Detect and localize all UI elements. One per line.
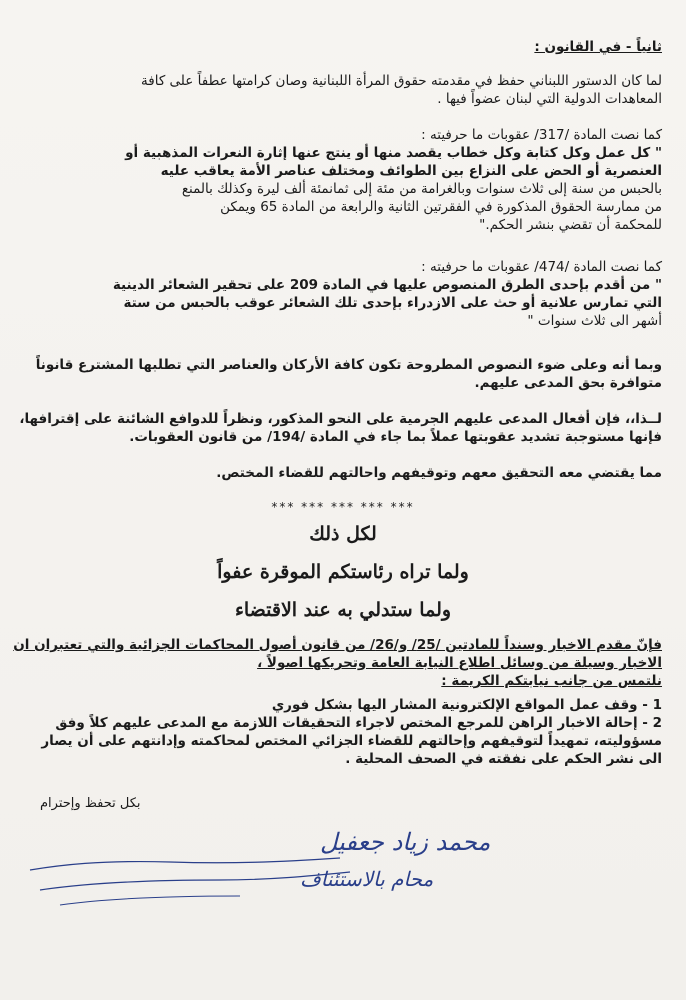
request-intro-line-1: فإنّ مقدم الاخبار وسنداً للمادتين /25/ و/26/ من قانون أصول المحاكمات الجزائية والتي تعتبران ان — [13, 637, 662, 653]
handwritten-signature — [20, 810, 491, 920]
article-317-line-2: العنصرية أو الحض على النزاع بين الطوائف ومختلف عناصر الأمة يعاقب عليه — [160, 163, 662, 179]
paragraph-elements-line-1: وبما أنه وعلى ضوء النصوص المطروحة تكون كافة الأركان والعناصر التي تطلبها المشترع قانوناً — [35, 357, 662, 373]
request-item-1: 1 - وقف عمل المواقع الإلكترونية المشار اليها بشكل فوري — [271, 697, 662, 713]
request-item-2-line-3: الى نشر الحكم على نفقته في الصحف المحلية . — [345, 751, 662, 767]
request-intro-line-3: نلتمس من جانب نيابتكم الكريمة : — [441, 673, 662, 689]
closing-line-3: ولما ستدلي به عند الاقتضاء — [234, 599, 452, 621]
paragraph-investigation: مما يقتضي معه التحقيق معهم وتوقيفهم واحالتهم للقضاء المختص. — [216, 465, 662, 481]
signature-name: محمد زياد جعفيل — [320, 828, 491, 856]
paragraph-aggravation-line-2: فإنها مستوجبة تشديد عقوبتها عملاً بما جاء في المادة /194/ من قانون العقوبات. — [129, 429, 662, 445]
separator-stars: *** *** *** *** *** — [271, 500, 415, 514]
article-317-intro: كما نصت المادة /317/ عقوبات ما حرفيته : — [421, 127, 662, 143]
article-474-line-3: أشهر الى ثلاث سنوات " — [527, 313, 662, 329]
section-heading: ثانياً - في القانون : — [534, 39, 662, 55]
article-474-line-2: التي تمارس علانية أو حث على الازدراء بإحدى تلك الشعائر عوقب بالحبس من ستة — [123, 295, 662, 311]
article-317-line-5: للمحكمة أن تقضي بنشر الحكم." — [479, 217, 662, 233]
request-item-2-line-2: مسؤوليته، تمهيداً لتوقيفهم وإحالتهم للقضاء الجزائي المختص لمحاكمته وإدانتهم على أن يصار — [41, 733, 662, 749]
article-474-line-1: " من أقدم بإحدى الطرق المنصوص عليها في المادة 209 على تحقير الشعائر الدينية — [112, 277, 662, 293]
closing-line-2: ولما تراه رئاستكم الموقرة عفواً — [217, 561, 469, 583]
paragraph-elements-line-2: متوافرة بحق المدعى عليهم. — [474, 375, 662, 391]
request-item-2-line-1: 2 - إحالة الاخبار الراهن للمرجع المختص لاجراء التحقيقات اللازمة مع المدعى عليهم كلاً وفق — [55, 715, 662, 731]
paragraph-aggravation-line-1: لــذا،، فإن أفعال المدعى عليهم الجرمية على النحو المذكور، ونظراً للدوافع الشائنة على إقترافها، — [19, 411, 662, 427]
article-474-intro: كما نصت المادة /474/ عقوبات ما حرفيته : — [421, 259, 662, 275]
article-317-line-3: بالحبس من سنة إلى ثلاث سنوات وبالغرامة من مئة إلى ثمانمئة ألف ليرة وكذلك بالمنع — [181, 181, 662, 197]
signature-title: محام بالاستئناف — [300, 867, 434, 891]
article-317-line-1: " كل عمل وكل كتابة وكل خطاب يقصد منها أو ينتج عنها إثارة النعرات المذهبية أو — [125, 145, 662, 161]
request-intro-line-2: الاخبار وسيلة من وسائل اطلاع النيابة العامة وتحريكها اصولاً ، — [257, 655, 662, 671]
article-317-line-4: من ممارسة الحقوق المذكورة في الفقرتين الثانية والرابعة من المادة 65 ويمكن — [220, 199, 662, 215]
signoff-text: بكل تحفظ وإحترام — [40, 796, 141, 811]
paragraph-constitution-line-2: المعاهدات الدولية التي لبنان عضواً فيها . — [437, 91, 662, 107]
paragraph-constitution-line-1: لما كان الدستور اللبناني حفظ في مقدمته حقوق المرأة اللبنانية وصان كرامتها عطفاً على كافة — [141, 73, 662, 89]
closing-line-1: لكل ذلك — [309, 523, 377, 545]
